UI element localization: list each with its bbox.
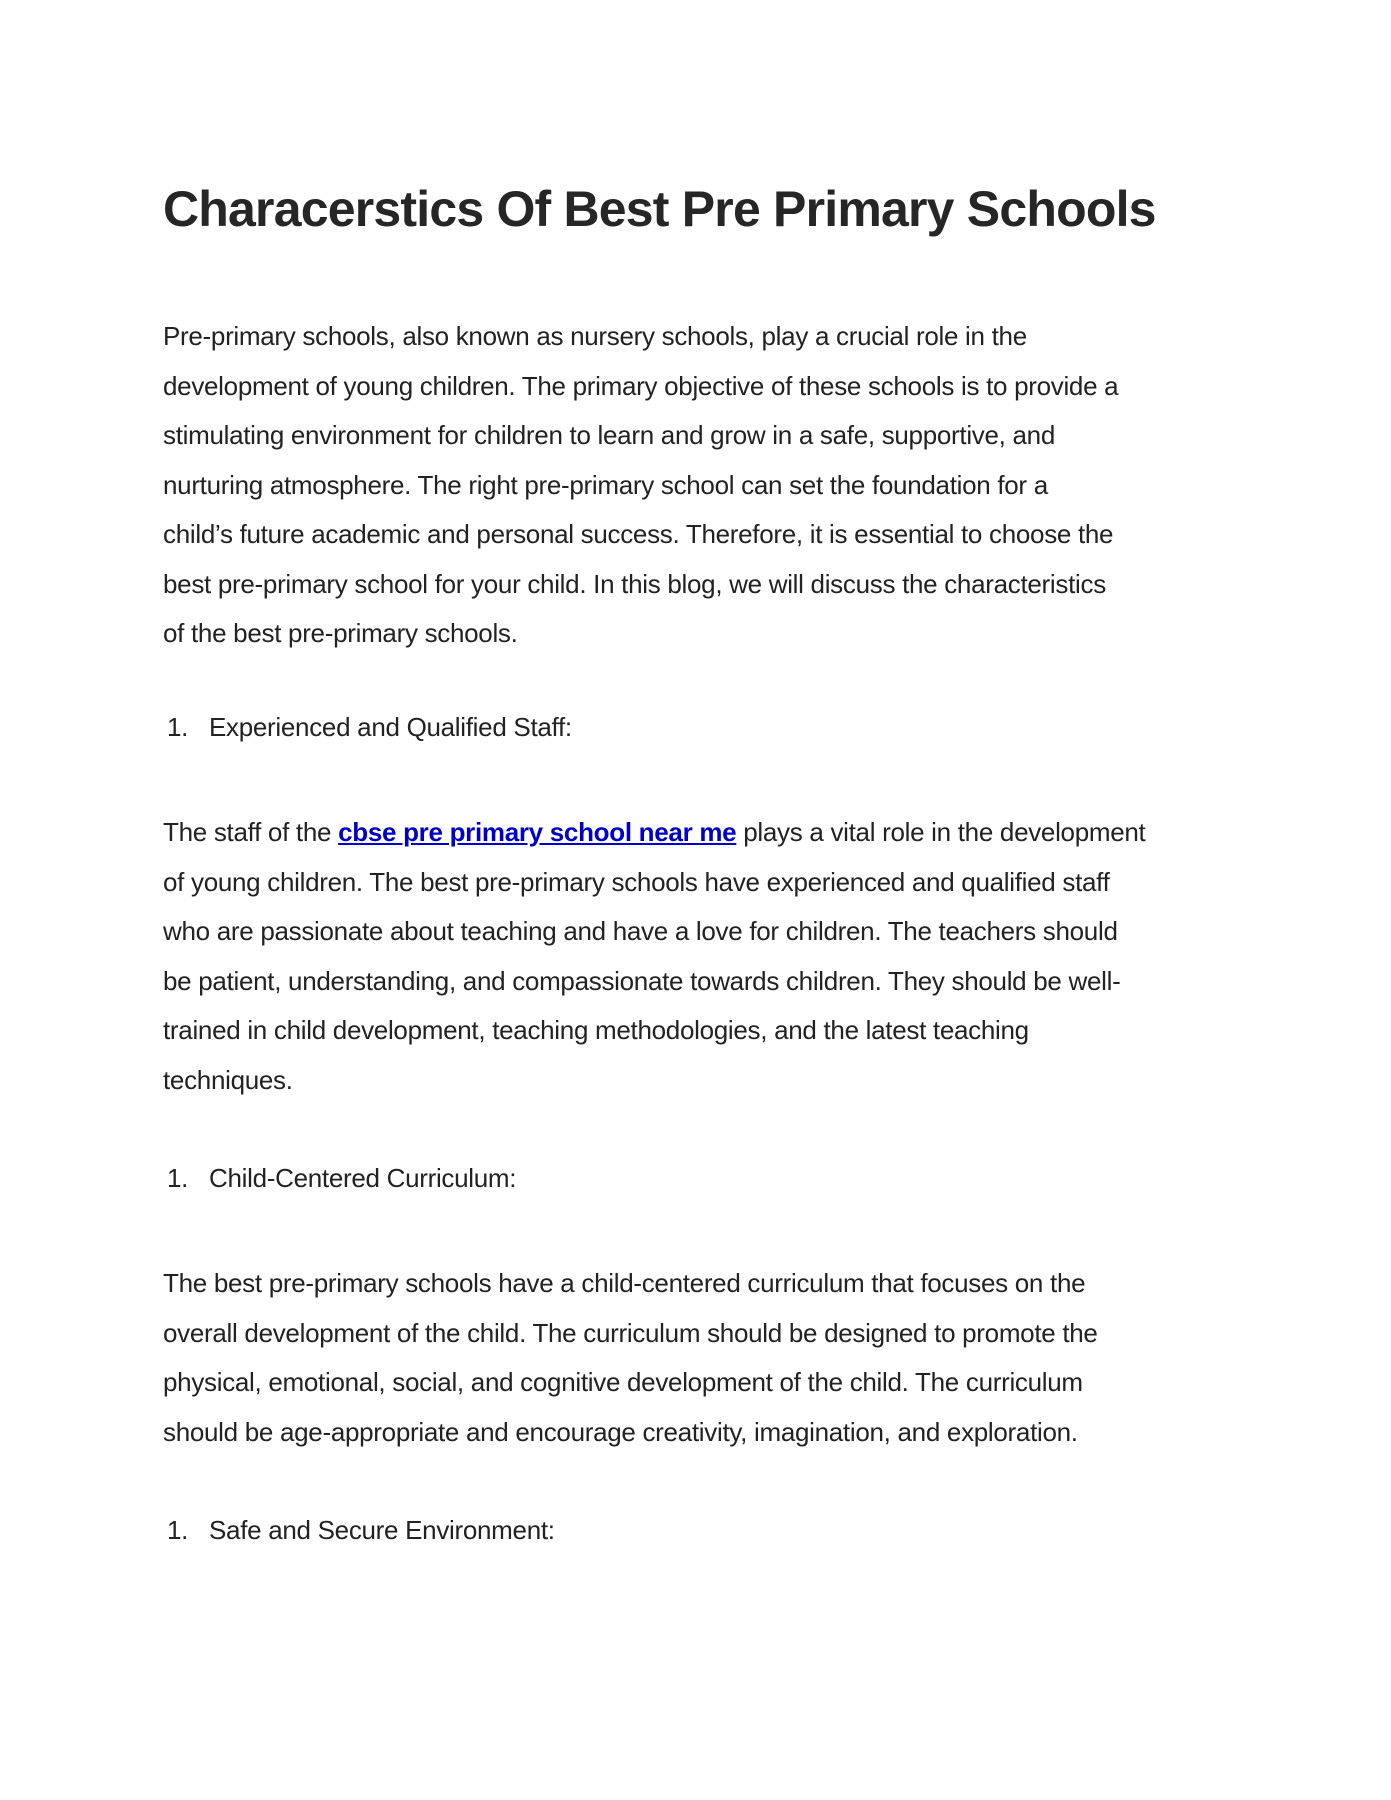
text-line: be patient, understanding, and compassionate towards children. They should be well- xyxy=(163,965,1121,996)
list-item-heading xyxy=(167,1158,516,1198)
text-line: techniques. xyxy=(163,1064,293,1095)
text-fragment: plays a vital role in the development xyxy=(736,817,1146,847)
text-line: The best pre-primary schools have a child-centered curriculum that focuses on the xyxy=(163,1268,1086,1298)
text-line: best pre-primary school for your child. In this blog, we will discuss the characteristics xyxy=(163,568,1106,599)
intro-paragraph xyxy=(163,312,1243,659)
text-line: who are passionate about teaching and have a love for children. The teachers should xyxy=(163,916,1118,946)
list-number: 1. xyxy=(167,712,189,742)
text-line: physical, emotional, social, and cognitive development of the child. The curriculum xyxy=(163,1367,1083,1397)
text-fragment: The staff of the xyxy=(163,817,339,847)
text-line: should be age-appropriate and encourage creativity, imagination, and exploration. xyxy=(163,1416,1078,1447)
school-link[interactable]: cbse pre primary school near me xyxy=(338,817,737,847)
text-line: child’s future academic and personal success. Therefore, it is essential to choose the xyxy=(163,519,1114,549)
page-title: Characerstics Of Best Pre Primary Schools xyxy=(163,181,1156,237)
text-line: of the best pre-primary schools. xyxy=(163,618,518,648)
section-heading: Experienced and Qualified Staff: xyxy=(209,712,572,742)
list-item-heading xyxy=(167,1510,555,1550)
text-line: nurturing atmosphere. The right pre-primary school can set the foundation for a xyxy=(163,469,1048,500)
list-item-heading xyxy=(167,707,572,747)
curriculum-paragraph xyxy=(163,1259,1243,1457)
text-line: stimulating environment for children to learn and grow in a safe, supportive, and xyxy=(163,420,1055,450)
text-line: trained in child development, teaching methodologies, and the latest teaching xyxy=(163,1015,1029,1045)
text-line: overall development of the child. The curriculum should be designed to promote the xyxy=(163,1317,1098,1348)
text-line: of young children. The best pre-primary schools have experienced and qualified staff xyxy=(163,866,1110,897)
text-line: development of young children. The primary objective of these schools is to provide a xyxy=(163,370,1119,401)
text-line: Pre-primary schools, also known as nursery schools, play a crucial role in the xyxy=(163,321,1027,351)
staff-paragraph xyxy=(163,808,1243,1105)
text-line xyxy=(163,808,1243,858)
section-heading: Child-Centered Curriculum: xyxy=(209,1163,517,1193)
section-heading: Safe and Secure Environment: xyxy=(209,1515,555,1545)
list-number: 1. xyxy=(167,1515,189,1545)
list-number: 1. xyxy=(167,1163,189,1193)
